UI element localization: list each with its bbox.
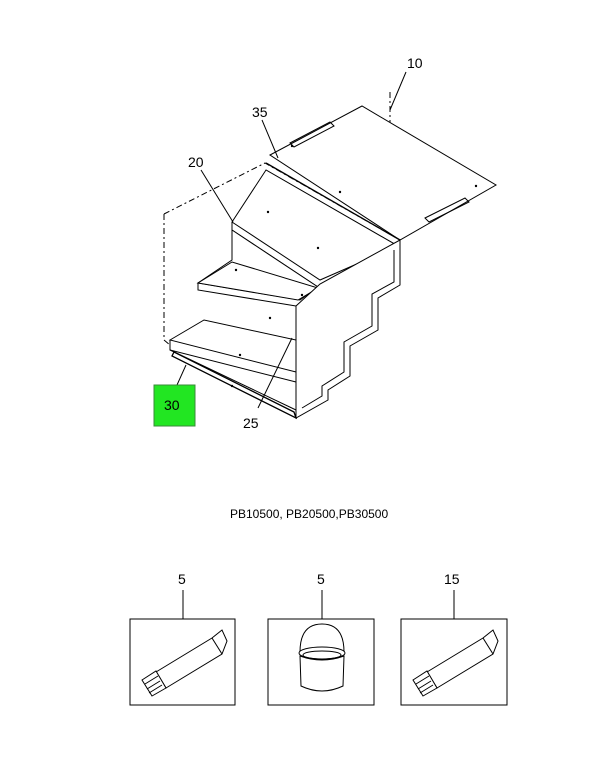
step-assembly-drawing: [164, 92, 496, 418]
kit-1-tube: [130, 571, 235, 705]
callout-10: 10: [407, 55, 423, 71]
model-caption: PB10500, PB20500,PB30500: [230, 507, 389, 521]
callout-30[interactable]: 30: [164, 397, 180, 413]
kit-3-number: 15: [444, 571, 460, 587]
kit-3-tube: [401, 571, 507, 705]
kit-2-number: 5: [317, 571, 325, 587]
callout-20: 20: [188, 154, 204, 170]
callout-35: 35: [252, 104, 268, 120]
callout-25: 25: [243, 415, 259, 431]
kit-2-bucket: [268, 571, 374, 705]
kit-1-number: 5: [178, 571, 186, 587]
